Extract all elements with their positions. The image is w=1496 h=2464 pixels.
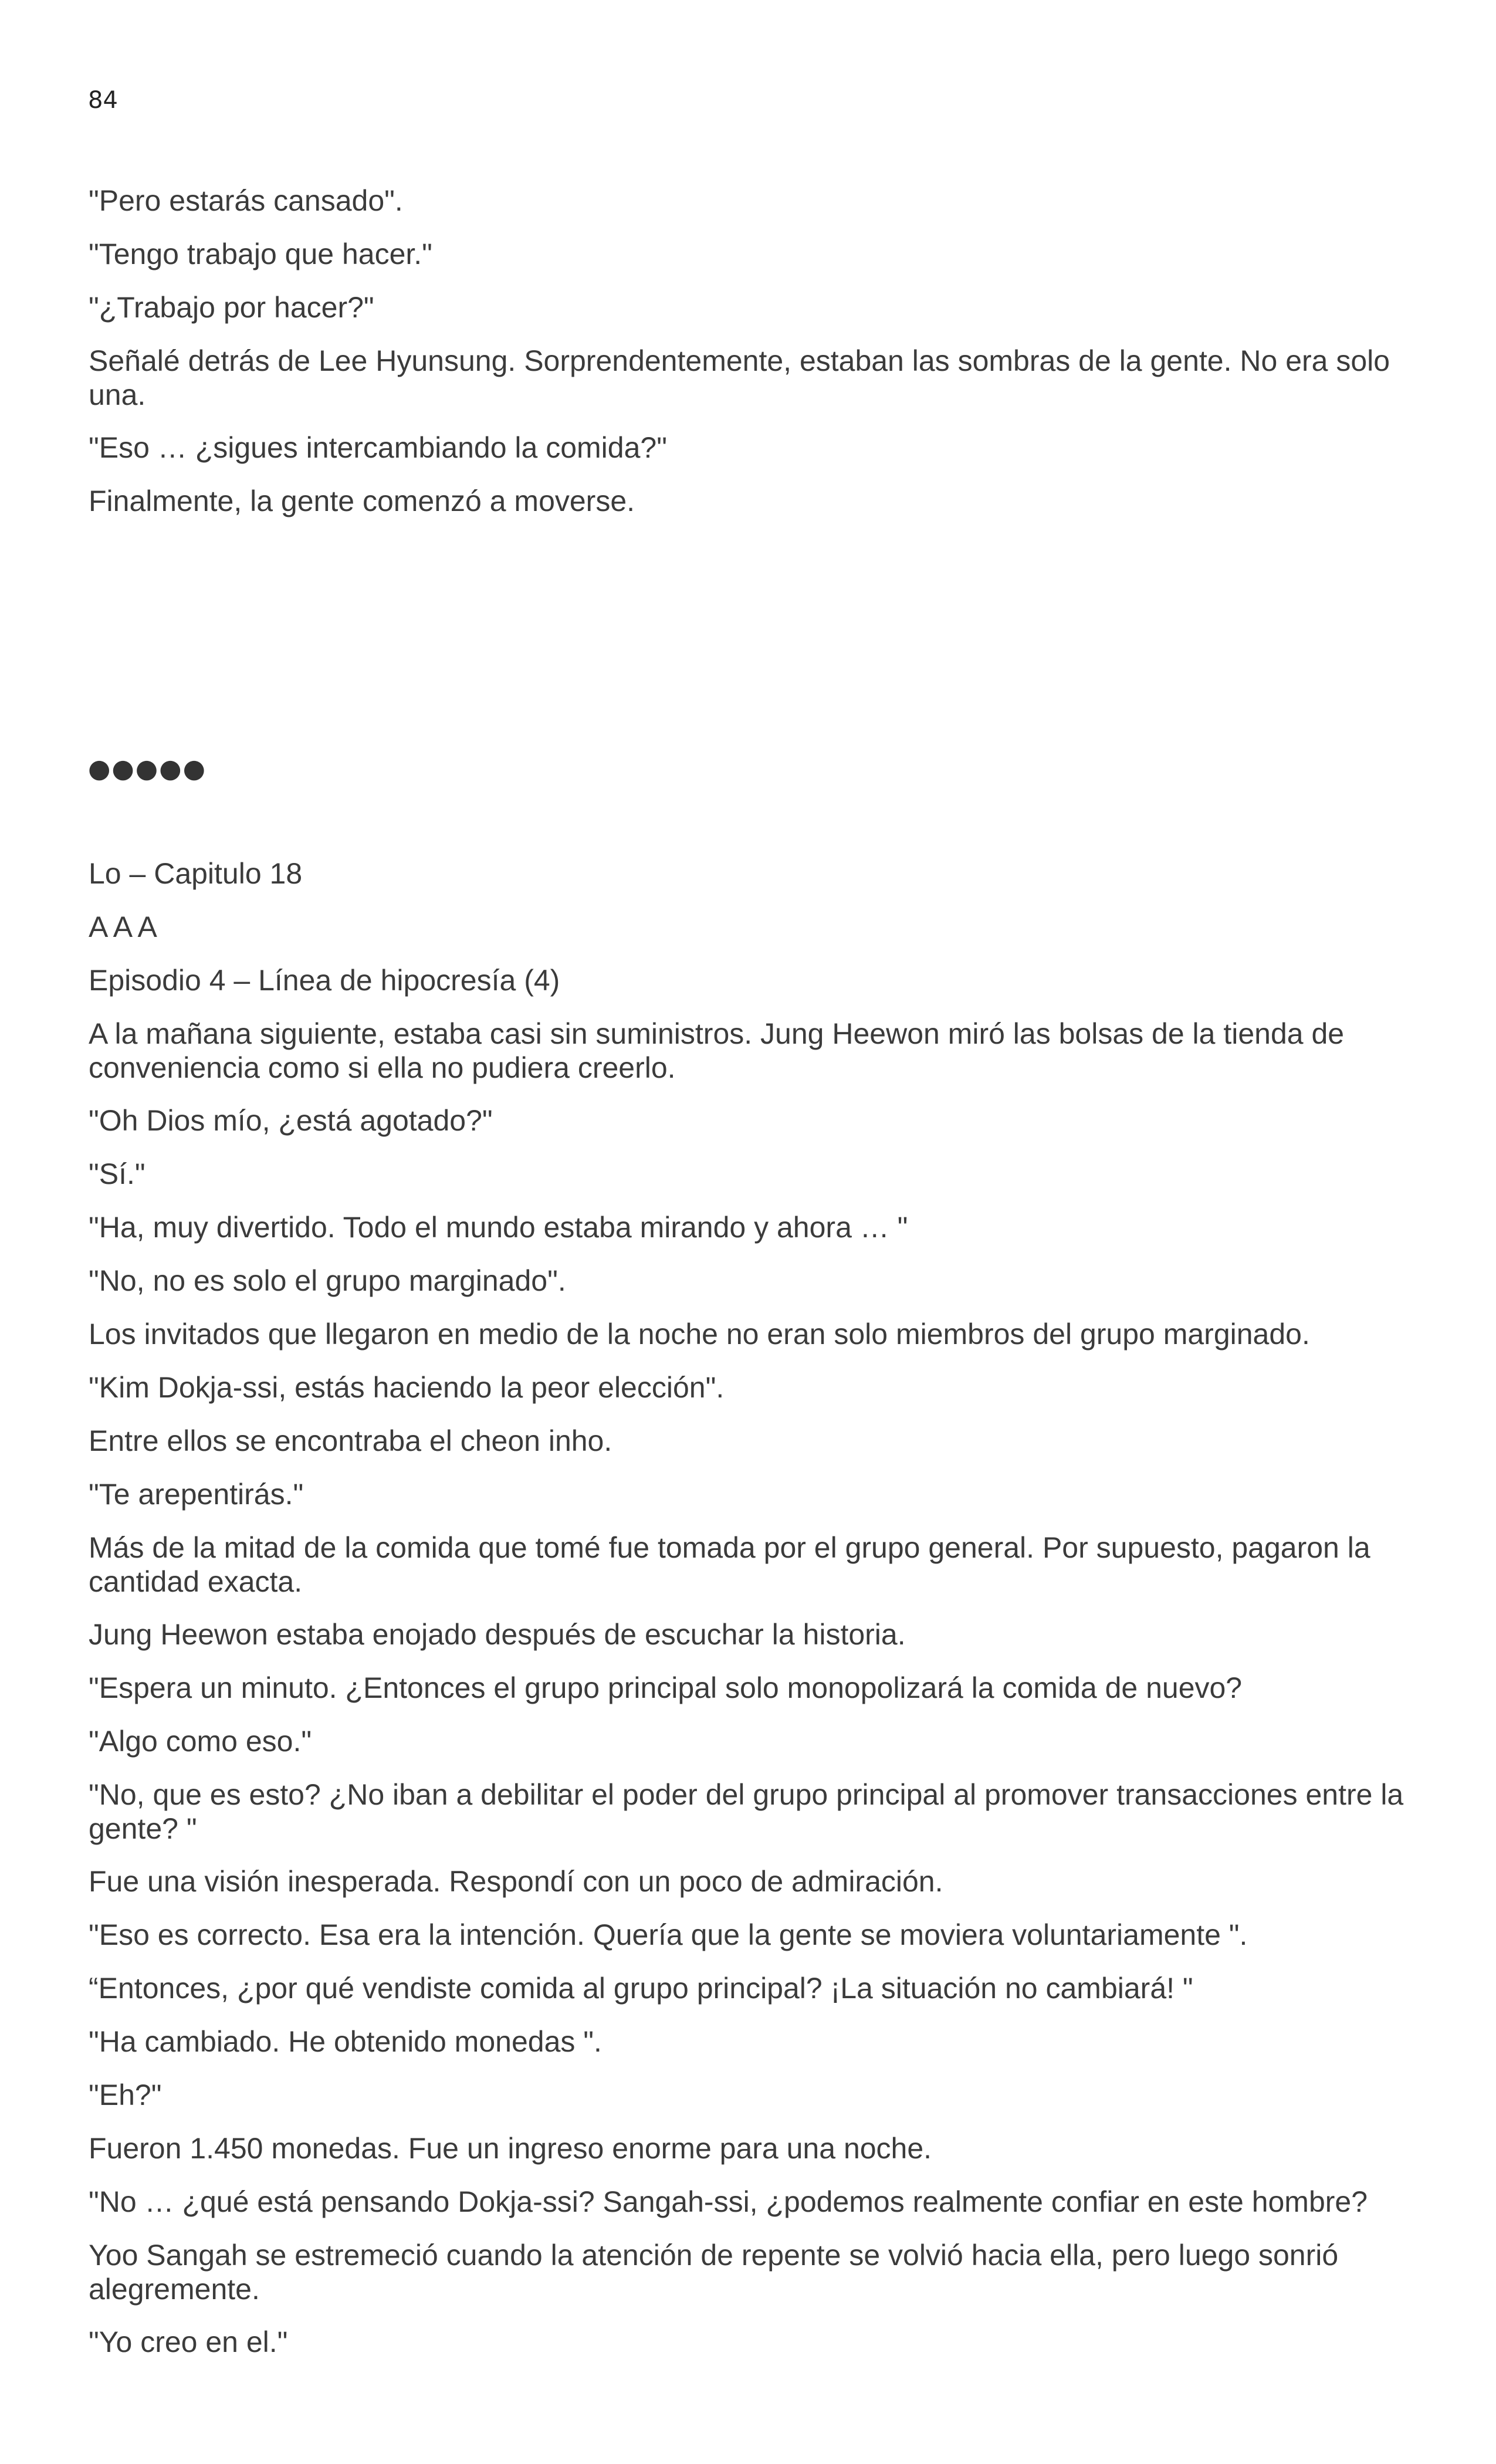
paragraph: "Te arepentirás.": [89, 1478, 304, 1511]
paragraph: Entre ellos se encontraba el cheon inho.: [89, 1424, 612, 1457]
font-size-controls: A A A: [89, 911, 157, 943]
paragraph: "Oh Dios mío, ¿está agotado?": [89, 1104, 493, 1137]
paragraph: "Eh?": [89, 2079, 162, 2111]
paragraph: "Kim Dokja-ssi, estás haciendo la peor elección".: [89, 1371, 725, 1404]
paragraph: "Eso … ¿sigues intercambiando la comida?": [89, 431, 667, 464]
paragraph: Más de la mitad de la comida que tomé fue tomada por el grupo general. Por supuesto, pagaron la cantidad exacta.: [89, 1531, 1370, 1598]
paragraph: "Ha cambiado. He obtenido monedas ".: [89, 2025, 602, 2058]
paragraph: "¿Trabajo por hacer?": [89, 291, 374, 324]
paragraph: Yoo Sangah se estremeció cuando la atención de repente se volvió hacia ella, pero luego sonrió alegremente.: [89, 2239, 1339, 2306]
paragraph: Señalé detrás de Lee Hyunsung. Sorprendentemente, estaban las sombras de la gente. No era solo una.: [89, 344, 1390, 411]
chapter-title: Lo – Capitulo 18: [89, 857, 303, 890]
section-separator: ●●●●●: [88, 754, 207, 784]
paragraph: Jung Heewon estaba enojado después de escuchar la historia.: [89, 1618, 906, 1651]
paragraph: Finalmente, la gente comenzó a moverse.: [89, 485, 635, 517]
paragraph: “Entonces, ¿por qué vendiste comida al grupo principal? ¡La situación no cambiará! ": [89, 1972, 1193, 2005]
paragraph: "Eso es correcto. Esa era la intención. Quería que la gente se moviera voluntariamente ".: [89, 1918, 1248, 1951]
page-number: 84: [88, 87, 118, 114]
episode-title: Episodio 4 – Línea de hipocresía (4): [89, 964, 560, 997]
paragraph: Fueron 1.450 monedas. Fue un ingreso enorme para una noche.: [89, 2132, 932, 2165]
paragraph: "Pero estarás cansado".: [89, 184, 403, 217]
paragraph: "No, no es solo el grupo marginado".: [89, 1264, 566, 1297]
paragraph: "Tengo trabajo que hacer.": [89, 238, 432, 270]
paragraph: Fue una visión inesperada. Respondí con un poco de admiración.: [89, 1865, 943, 1898]
paragraph: "Yo creo en el.": [89, 2326, 288, 2358]
paragraph: "Algo como eso.": [89, 1725, 312, 1758]
paragraph: "No, que es esto? ¿No iban a debilitar el poder del grupo principal al promover transacciones entre la gente? ": [89, 1778, 1404, 1845]
paragraph: "Ha, muy divertido. Todo el mundo estaba mirando y ahora … ": [89, 1211, 908, 1244]
paragraph: "Espera un minuto. ¿Entonces el grupo principal solo monopolizará la comida de nuevo?: [89, 1671, 1243, 1704]
paragraph: A la mañana siguiente, estaba casi sin suministros. Jung Heewon miró las bolsas de la tienda de conveniencia como si ella no pudiera creerlo.: [89, 1017, 1345, 1084]
paragraph: "Sí.": [89, 1157, 145, 1190]
paragraph: "No … ¿qué está pensando Dokja-ssi? Sangah-ssi, ¿podemos realmente confiar en este hombre?: [89, 2185, 1368, 2218]
paragraph: Los invitados que llegaron en medio de la noche no eran solo miembros del grupo marginado.: [89, 1318, 1310, 1351]
